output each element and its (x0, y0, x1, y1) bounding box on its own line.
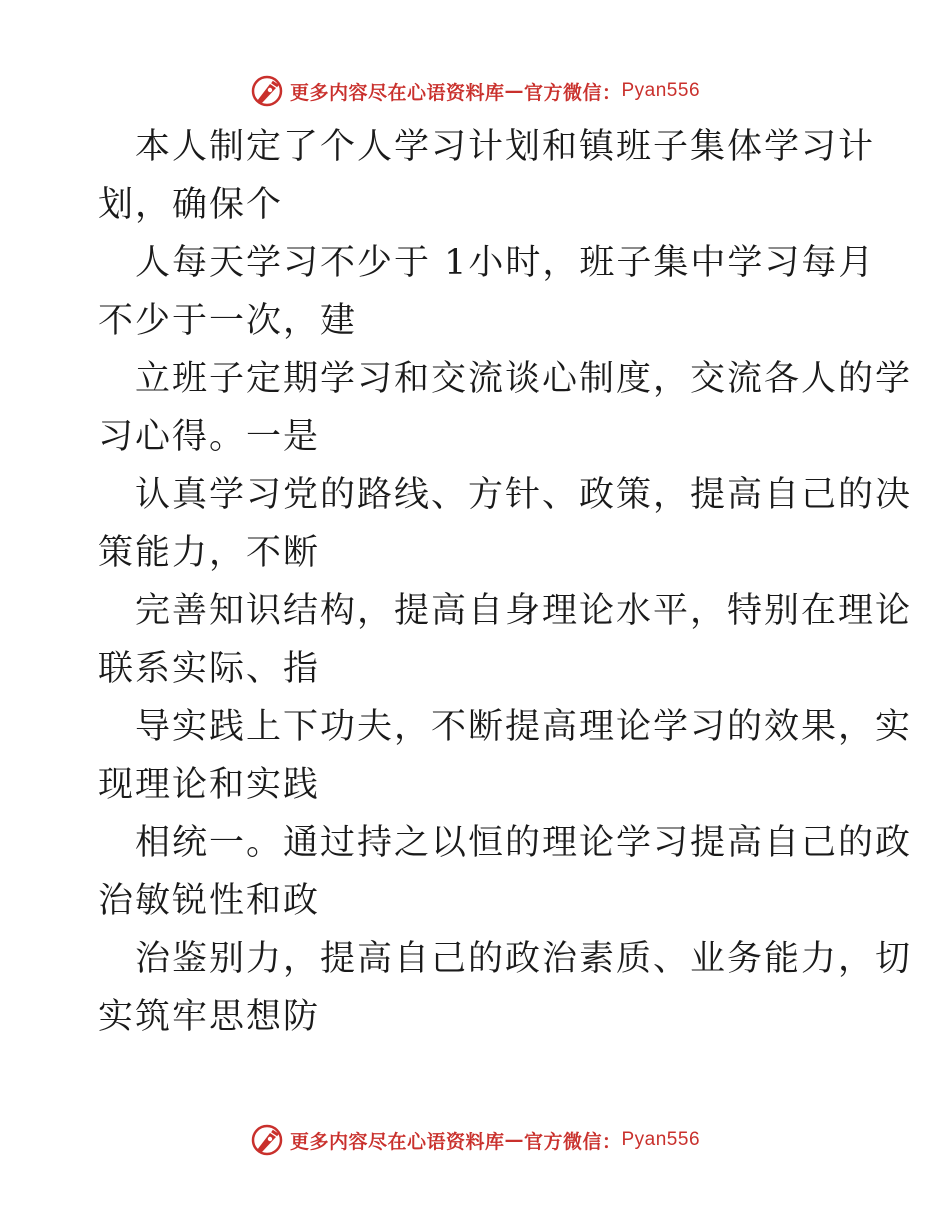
body-line: 治鉴别力，提高自己的政治素质、业务能力，切 (135, 939, 913, 979)
body-line: 不少于一次，建 (98, 301, 358, 341)
body-line: 联系实际、指 (98, 649, 321, 689)
footer-dash: — (504, 1129, 524, 1151)
body-line: 相统一。通过持之以恒的理论学习提高自己的政 (135, 823, 913, 863)
body-line: 策能力，不断 (98, 533, 321, 573)
header-banner (0, 71, 950, 111)
header-dash: — (504, 80, 524, 102)
header-brand-text: 更多内容尽在心语资料库 (289, 81, 505, 104)
body-line: 完善知识结构，提高自身理论水平，特别在理论 (135, 591, 913, 631)
body-line: 划，确保个 (98, 185, 284, 225)
body-line: 认真学习党的路线、方针、政策，提高自己的决 (135, 475, 913, 515)
body-line: 立班子定期学习和交流谈心制度，交流各人的学 (135, 359, 913, 399)
body-line: 导实践上下功夫，不断提高理论学习的效果，实 (135, 707, 913, 747)
body-line: 习心得。一是 (98, 417, 321, 457)
body-line: 治敏锐性和政 (98, 881, 321, 921)
body-line: 人每天学习不少于 1小时，班子集中学习每月 (135, 243, 876, 283)
body-line: 实筑牢思想防 (98, 997, 321, 1037)
footer-wechat-id: Pyan556 (621, 1129, 701, 1150)
pen-nib-logo-icon (250, 74, 284, 108)
document-body (98, 118, 913, 1046)
body-line: 现理论和实践 (98, 765, 321, 805)
header-wechat-label: 官方微信： (523, 81, 622, 104)
pen-nib-logo-icon (250, 1123, 284, 1157)
footer-brand-text: 更多内容尽在心语资料库 (289, 1130, 505, 1153)
body-line: 本人制定了个人学习计划和镇班子集体学习计 (135, 127, 876, 167)
footer-wechat-label: 官方微信： (523, 1130, 622, 1153)
footer-banner (0, 1120, 950, 1160)
header-wechat-id: Pyan556 (621, 80, 701, 101)
